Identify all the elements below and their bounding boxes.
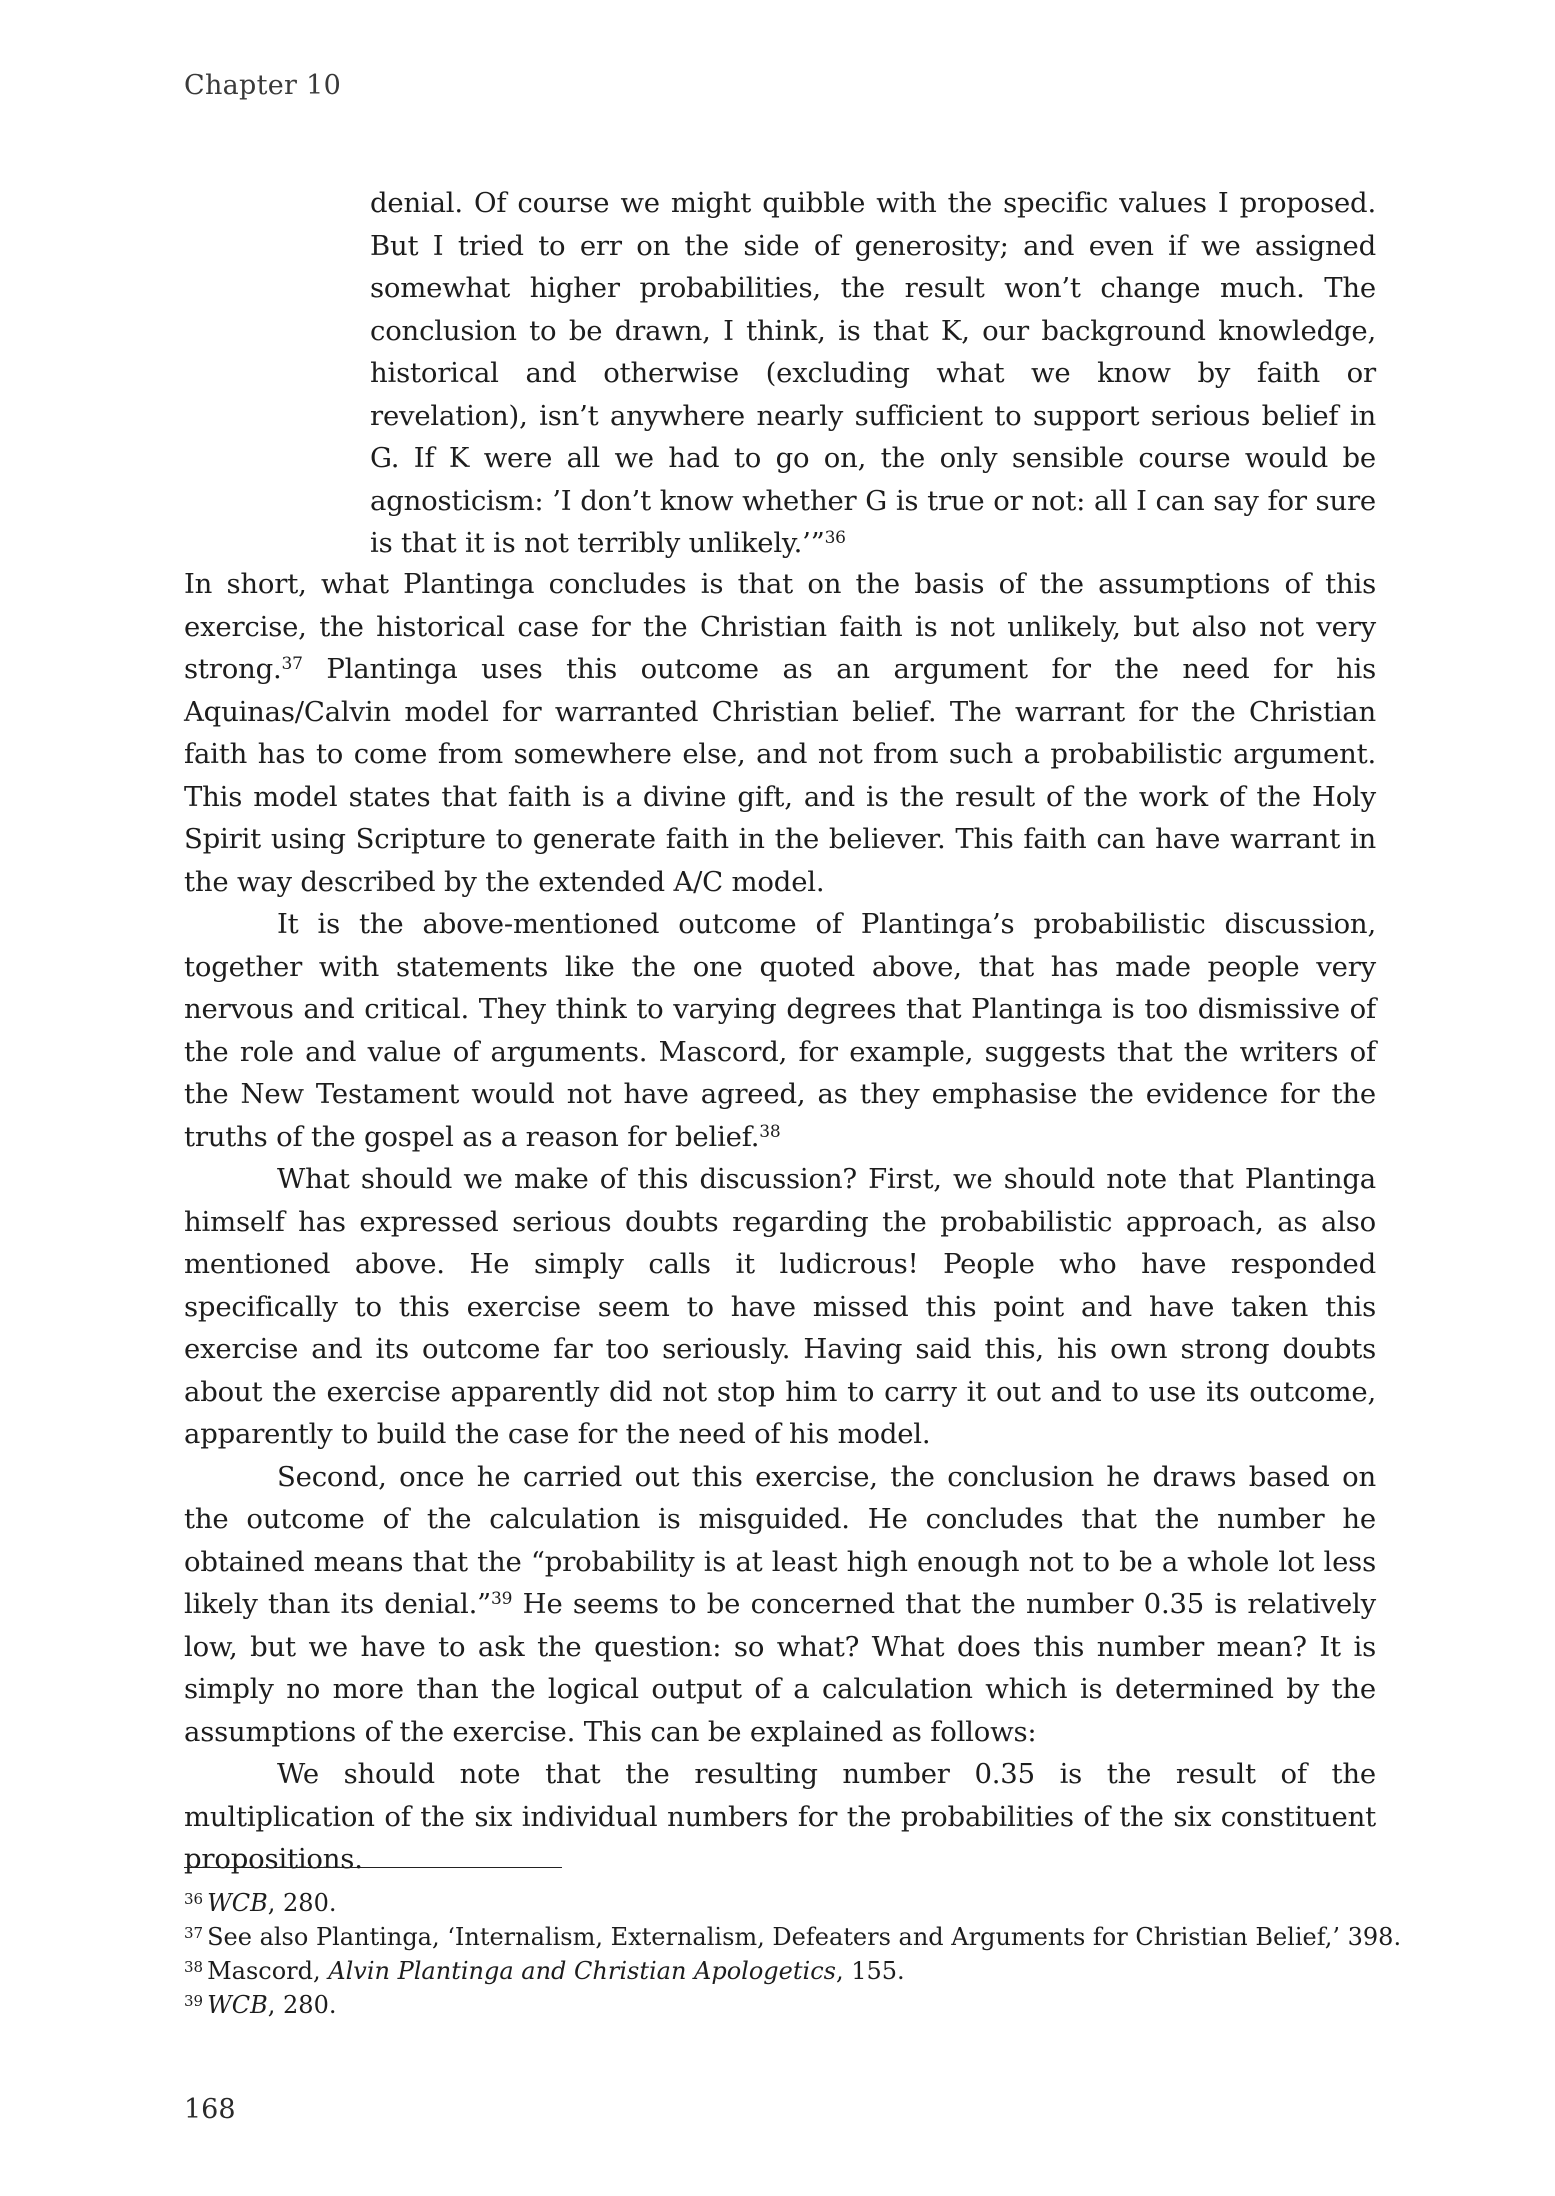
paragraph-4: Second, once he carried out this exercise, the conclusion he draws based on the outcome of the calculation is misguided. He concludes that the number he obtained means that the “probability is at least high enough not to be a whole lot less likely than its denial.”$^{39}$ He seems to be concerned that the number 0.35 is relatively low, but we have to ask the question: so what? What does this number mean? It is simply no more than the logical output of a calculation which is determined by the assumptions of the exercise. This can be explained as follows: — [184, 1460, 1376, 1748]
footnote-ref-36[interactable]: 36 — [824, 528, 846, 548]
footnote-36: $^{36}$ WCB, 280. — [184, 1889, 337, 1917]
page-number: 168 — [184, 2094, 236, 2125]
footnote-37: $^{37}$ See also Plantinga, ‘Internalism, Externalism, Defeaters and Arguments for Christian Belief,’ 398. — [184, 1923, 1402, 1951]
footnote-ref-38[interactable]: 38 — [759, 1121, 781, 1142]
footnote-38: $^{38}$ Mascord, Alvin Plantinga and Christian Apologetics, 155. — [184, 1957, 905, 1985]
footnote-ref-37[interactable]: 37 — [281, 654, 303, 674]
main-text — [184, 563, 1376, 1881]
paragraph-5: We should note that the resulting number 0.35 is the result of the multiplication of the six individual numbers for the probabilities of the six constituent propositions. — [184, 1758, 1376, 1875]
footnotes — [184, 1886, 1402, 2022]
footnote-39: $^{39}$ WCB, 280. — [184, 1991, 337, 2019]
block-quote — [370, 182, 1376, 565]
running-head: Chapter 10 — [184, 70, 342, 101]
block-quote-text: denial. Of course we might quibble with the specific values I proposed. But I tried to err on the side of generosity; and even if we assigned somewhat higher probabilities, the result won’t change much. The conclusion to be drawn, I think, is that K, our background knowledge, historical and otherwise (excluding what we know by faith or revelation), isn’t anywhere nearly sufficient to support serious belief in G. If K were all we had to go on, the only sensible course would be agnosticism: ’I don’t know whether G is true or not: all I can say for sure is that it is not terribly unlikely.’”$^{36}$ — [370, 187, 1376, 559]
paragraph-2: It is the above-mentioned outcome of Plantinga’s probabilistic discussion, together with statements like the one quoted above, that has made people very nervous and critical. They think to varying degrees that Plantinga is too dismissive of the role and value of arguments. Mascord, for example, suggests that the writers of the New Testament would not have agreed, as they emphasise the evidence for the truths of the gospel as a reason for belief.$^{38}$ — [184, 908, 1376, 1153]
footnote-separator — [184, 1867, 562, 1868]
paragraph-3: What should we make of this discussion? First, we should note that Plantinga himself has expressed serious doubts regarding the probabilistic approach, as also mentioned above. He simply calls it ludicrous! People who have responded specifically to this exercise seem to have missed this point and have taken this exercise and its outcome far too seriously. Having said this, his own strong doubts about the exercise apparently did not stop him to carry it out and to use its outcome, apparently to build the case for the need of his model. — [184, 1163, 1376, 1450]
footnote-ref-39[interactable]: 39 — [491, 1589, 513, 1609]
paragraph-1: In short, what Plantinga concludes is that on the basis of the assumptions of this exercise, the historical case for the Christian faith is not unlikely, but also not very strong.$^{37}$ Plantinga uses this outcome as an argument for the need for his Aquinas/Calvin model for warranted Christian belief. The warrant for the Christian faith has to come from somewhere else, and not from such a probabilistic argument. This model states that faith is a divine gift, and is the result of the work of the Holy Spirit using Scripture to generate faith in the believer. This faith can have warrant in the way described by the extended A/C model. — [184, 568, 1376, 898]
